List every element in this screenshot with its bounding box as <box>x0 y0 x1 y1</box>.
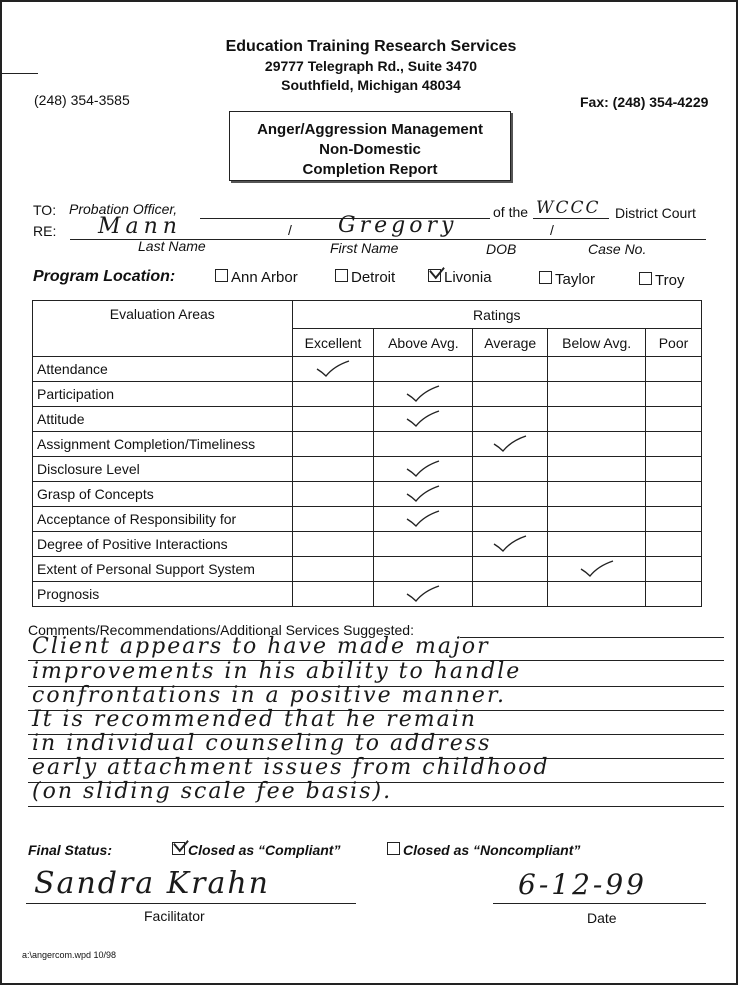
court-blank-line <box>533 218 609 219</box>
comment-ruled-line <box>28 806 724 807</box>
rating-cell[interactable] <box>473 582 548 607</box>
rating-cell[interactable] <box>646 482 702 507</box>
comments-label-line <box>460 637 724 638</box>
rating-cell[interactable] <box>292 457 374 482</box>
rating-cell[interactable] <box>292 432 374 457</box>
checkmark-icon <box>314 360 352 378</box>
checkmark-icon <box>404 485 442 503</box>
rating-cell[interactable] <box>292 507 374 532</box>
rating-cell[interactable] <box>548 507 646 532</box>
table-row <box>33 357 702 382</box>
program-location-label: Program Location: <box>33 268 176 285</box>
table-row <box>33 457 702 482</box>
comment-line: improvements in his ability to handle <box>32 659 522 684</box>
comment-line: It is recommended that he remain <box>32 707 477 732</box>
table-row <box>33 432 702 457</box>
evaluation-areas-header: Evaluation Areas <box>33 301 293 357</box>
closed-noncompliant-label: Closed as “Noncompliant” <box>403 842 581 858</box>
dob-label: DOB <box>486 241 517 257</box>
date-label: Date <box>587 910 617 926</box>
evaluation-table <box>32 300 702 607</box>
checkbox-icon[interactable] <box>215 269 228 282</box>
closed-compliant-label: Closed as “Compliant” <box>188 842 341 858</box>
to-recipient: Probation Officer, <box>69 201 178 217</box>
rating-col-average: Average <box>473 329 548 357</box>
rating-cell[interactable] <box>374 382 473 407</box>
program-option-label: Livonia <box>444 269 492 286</box>
checkmark-icon <box>404 510 442 528</box>
program-option-label: Troy <box>655 272 685 289</box>
rating-col-excellent: Excellent <box>292 329 374 357</box>
rating-cell[interactable] <box>646 582 702 607</box>
date-value: 6-12-99 <box>518 868 647 901</box>
evaluation-area-cell: Assignment Completion/Timeliness <box>33 432 293 457</box>
table-row <box>33 532 702 557</box>
of-the-label: of the <box>493 204 529 220</box>
facilitator-label: Facilitator <box>144 908 205 924</box>
rating-cell[interactable] <box>548 582 646 607</box>
last-name-label: Last Name <box>138 238 206 254</box>
evaluation-area-cell: Grasp of Concepts <box>33 482 293 507</box>
rating-cell[interactable] <box>292 557 374 582</box>
rating-cell[interactable] <box>374 482 473 507</box>
org-phone: (248) 354-3585 <box>34 92 130 108</box>
evaluation-area-cell: Participation <box>33 382 293 407</box>
rating-cell[interactable] <box>374 532 473 557</box>
signature-line <box>26 903 356 904</box>
comment-line: confrontations in a positive manner. <box>32 683 507 708</box>
rating-cell[interactable] <box>292 357 374 382</box>
rating-cell[interactable] <box>548 357 646 382</box>
comment-line: in individual counseling to address <box>32 731 492 756</box>
checkmark-icon <box>404 460 442 478</box>
rating-col-below-avg: Below Avg. <box>548 329 646 357</box>
rating-cell[interactable] <box>374 407 473 432</box>
rating-cell[interactable] <box>646 457 702 482</box>
rating-cell[interactable] <box>548 532 646 557</box>
rating-cell[interactable] <box>473 382 548 407</box>
checkbox-icon[interactable] <box>639 272 652 285</box>
program-option-label: Taylor <box>555 271 596 288</box>
table-row <box>33 407 702 432</box>
rating-cell[interactable] <box>548 457 646 482</box>
table-row <box>33 557 702 582</box>
evaluation-area-cell: Extent of Personal Support System <box>33 557 293 582</box>
first-name-label: First Name <box>330 240 399 256</box>
rating-col-poor: Poor <box>646 329 702 357</box>
re-label: RE: <box>33 223 57 239</box>
org-fax: Fax: (248) 354-4229 <box>580 94 709 110</box>
file-reference: a:\angercom.wpd 10/98 <box>22 950 117 960</box>
evaluation-area-cell: Disclosure Level <box>33 457 293 482</box>
rating-cell[interactable] <box>374 557 473 582</box>
closed-noncompliant-option[interactable] <box>387 842 580 858</box>
rating-cell[interactable] <box>374 507 473 532</box>
rating-cell[interactable] <box>473 507 548 532</box>
margin-mark <box>0 73 38 74</box>
checkbox-checked-icon[interactable] <box>428 269 441 282</box>
last-name-value: Mann <box>98 214 182 239</box>
rating-cell[interactable] <box>646 382 702 407</box>
program-option-troy[interactable] <box>639 272 684 289</box>
program-option-livonia[interactable] <box>428 269 492 286</box>
case-no-label: Case No. <box>588 241 647 257</box>
evaluation-area-cell: Attitude <box>33 407 293 432</box>
report-title-line2: Non-Domestic <box>319 141 421 158</box>
checkmark-icon <box>578 560 616 578</box>
org-address-line1: 29777 Telegraph Rd., Suite 3470 <box>264 58 478 74</box>
evaluation-area-cell: Acceptance of Responsibility for <box>33 507 293 532</box>
rating-cell[interactable] <box>548 382 646 407</box>
checkmark-icon <box>491 535 529 553</box>
facilitator-signature: Sandra Krahn <box>34 866 271 901</box>
rating-cell[interactable] <box>292 407 374 432</box>
evaluation-area-cell: Prognosis <box>33 582 293 607</box>
rating-cell[interactable] <box>646 357 702 382</box>
ratings-header: Ratings <box>292 301 701 329</box>
table-row <box>33 582 702 607</box>
date-line <box>493 903 706 904</box>
court-handwritten: WCCC <box>536 198 601 218</box>
rating-cell[interactable] <box>473 432 548 457</box>
evaluation-area-cell: Attendance <box>33 357 293 382</box>
checkmark-icon <box>404 410 442 428</box>
checkbox-icon[interactable] <box>539 271 552 284</box>
evaluation-area-cell: Degree of Positive Interactions <box>33 532 293 557</box>
rating-cell[interactable] <box>548 482 646 507</box>
district-court-label: District Court <box>615 205 696 221</box>
to-label: TO: <box>33 202 57 218</box>
closed-compliant-option[interactable] <box>172 842 340 858</box>
checkmark-icon <box>404 585 442 603</box>
org-address-line2: Southfield, Michigan 48034 <box>281 77 461 93</box>
first-name-value: Gregory <box>338 213 458 238</box>
program-option-taylor[interactable] <box>539 271 595 288</box>
comment-line: (on sliding scale fee basis). <box>32 779 393 804</box>
rating-cell[interactable] <box>374 432 473 457</box>
table-group-header-row <box>33 301 702 329</box>
rating-cell[interactable] <box>646 407 702 432</box>
table-row <box>33 382 702 407</box>
rating-cell[interactable] <box>548 557 646 582</box>
rating-cell[interactable] <box>473 532 548 557</box>
program-option-label: Ann Arbor <box>231 269 298 286</box>
rating-cell[interactable] <box>473 457 548 482</box>
comment-line: early attachment issues from childhood <box>32 755 550 780</box>
rating-cell[interactable] <box>473 482 548 507</box>
comment-line: Client appears to have made major <box>32 634 490 659</box>
report-title-line1: Anger/Aggression Management <box>257 121 483 138</box>
rating-cell[interactable] <box>473 407 548 432</box>
rating-cell[interactable] <box>292 482 374 507</box>
re-separator-2: / <box>550 222 554 238</box>
rating-cell[interactable] <box>548 407 646 432</box>
rating-cell[interactable] <box>292 382 374 407</box>
rating-cell[interactable] <box>646 557 702 582</box>
program-option-label: Detroit <box>351 269 396 286</box>
program-option-detroit[interactable] <box>335 269 395 286</box>
rating-cell[interactable] <box>374 582 473 607</box>
comments-label: Comments/Recommendations/Additional Services Suggested: <box>28 622 414 638</box>
checkmark-icon <box>491 435 529 453</box>
re-separator-1: / <box>288 222 292 238</box>
program-option-ann-arbor[interactable] <box>215 269 298 286</box>
rating-cell[interactable] <box>374 357 473 382</box>
rating-col-above-avg: Above Avg. <box>374 329 473 357</box>
report-title-box <box>229 111 511 181</box>
rating-cell[interactable] <box>473 557 548 582</box>
checkbox-icon[interactable] <box>335 269 348 282</box>
org-name: Education Training Research Services <box>225 38 517 55</box>
final-status-label: Final Status: <box>28 842 113 858</box>
rating-cell[interactable] <box>646 432 702 457</box>
rating-cell[interactable] <box>292 532 374 557</box>
report-title-line3: Completion Report <box>302 161 438 178</box>
table-row <box>33 507 702 532</box>
checkbox-icon[interactable] <box>387 842 400 855</box>
rating-cell[interactable] <box>548 432 646 457</box>
rating-cell[interactable] <box>374 457 473 482</box>
checkbox-checked-icon[interactable] <box>172 842 185 855</box>
rating-cell[interactable] <box>292 582 374 607</box>
rating-cell[interactable] <box>646 532 702 557</box>
rating-cell[interactable] <box>473 357 548 382</box>
evaluation-rows <box>33 357 702 607</box>
checkmark-icon <box>404 385 442 403</box>
rating-cell[interactable] <box>646 507 702 532</box>
table-row <box>33 482 702 507</box>
